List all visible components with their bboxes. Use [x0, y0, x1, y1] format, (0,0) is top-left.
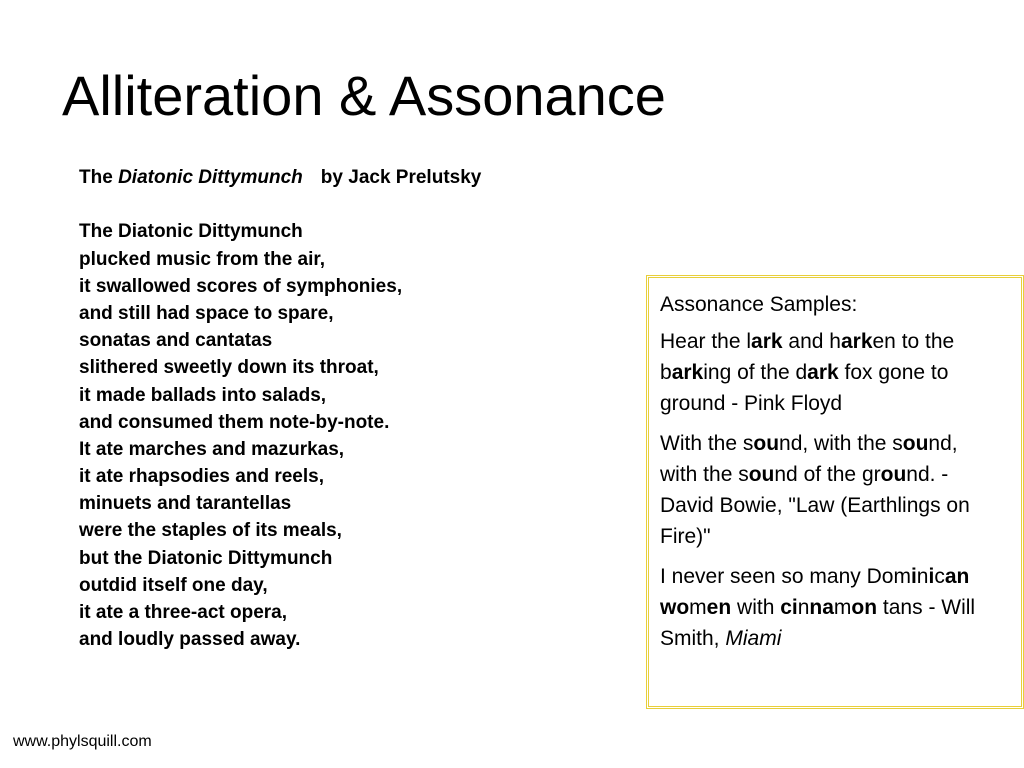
sample-emphasis: ark	[840, 330, 873, 353]
footer-url: www.phylsquill.com	[13, 733, 152, 750]
sample-emphasis: ci	[780, 596, 798, 619]
sample-emphasis: ark	[751, 330, 783, 353]
slide-title: Alliteration & Assonance	[62, 64, 666, 127]
sample-emphasis: an	[944, 565, 970, 588]
sample-emphasis: na	[809, 596, 834, 619]
poem-line: it ate a three-act opera,	[79, 602, 288, 623]
sample-text: tans - Will Smith,	[660, 596, 976, 650]
sample-text: fox gone to ground - Pink Floyd	[660, 361, 949, 415]
sample-text: I never seen so many Dom	[660, 565, 911, 588]
sample-text: nd. - David Bowie, "Law (Earthlings on Fire)"	[660, 463, 970, 548]
sample-text: m	[689, 596, 707, 619]
poem-line: it ate rhapsodies and reels,	[79, 466, 324, 488]
poem-heading-byline: by Jack Prelutsky	[320, 167, 482, 188]
poem-line: sonatas and cantatas	[79, 330, 273, 352]
sample-emphasis: wo	[660, 596, 690, 619]
sample-text: ing of the d	[703, 361, 808, 384]
sample-text: en to the b	[660, 330, 955, 384]
poem-line: it made ballads into salads,	[79, 384, 327, 406]
sample-emphasis: en	[706, 596, 732, 619]
assonance-sample	[660, 326, 1000, 419]
sample-text: c	[934, 565, 945, 588]
sample-text: Hear the l	[660, 330, 752, 353]
poem-line: slithered sweetly down its throat,	[79, 357, 379, 379]
sample-emphasis: ou	[880, 463, 907, 486]
poem-line: and loudly passed away.	[79, 629, 301, 651]
sample-text: With the s	[660, 432, 754, 455]
assonance-samples-heading: Assonance Samples:	[660, 293, 858, 316]
sample-emphasis: ou	[902, 432, 929, 455]
poem-line: and consumed them note-by-note.	[79, 411, 390, 433]
poem-line: were the staples of its meals,	[79, 520, 342, 542]
sample-text: n	[797, 596, 810, 619]
sample-text: nd of the gr	[774, 463, 881, 486]
sample-text: m	[833, 596, 852, 619]
sample-text: with	[731, 596, 781, 619]
assonance-sample	[660, 428, 1000, 552]
sample-emphasis: ou	[753, 432, 780, 455]
sample-text: and h	[782, 330, 841, 353]
sample-text: n	[916, 565, 929, 588]
poem-line: outdid itself one day,	[79, 574, 268, 596]
poem-line: it swallowed scores of symphonies,	[79, 275, 403, 297]
poem-heading-prefix: The	[79, 167, 119, 188]
assonance-samples-content	[660, 289, 1000, 663]
assonance-samples-box	[646, 275, 1024, 709]
poem-line: The Diatonic Dittymunch	[79, 221, 303, 243]
poem-gap	[79, 191, 481, 218]
sample-text: nd, with the s	[660, 432, 958, 486]
sample-emphasis: ark	[671, 361, 704, 384]
poem-lines	[79, 218, 481, 653]
sample-emphasis: i	[910, 565, 917, 588]
poem-line: It ate marches and mazurkas,	[79, 438, 345, 460]
sample-emphasis: i	[928, 565, 935, 588]
sample-source-title: Miami	[725, 627, 782, 650]
sample-emphasis: ou	[748, 463, 775, 486]
poem-heading	[79, 164, 481, 191]
poem-block	[79, 164, 481, 653]
poem-line: minuets and tarantellas	[79, 493, 292, 515]
poem-line: plucked music from the air,	[79, 248, 326, 270]
sample-emphasis: on	[851, 596, 878, 619]
poem-heading-title: Diatonic Dittymunch	[118, 167, 303, 188]
sample-text: nd, with the s	[779, 432, 903, 455]
assonance-sample	[660, 561, 1000, 654]
poem-line: and still had space to spare,	[79, 302, 334, 324]
sample-emphasis: ark	[807, 361, 839, 384]
poem-line: but the Diatonic Dittymunch	[79, 547, 333, 569]
